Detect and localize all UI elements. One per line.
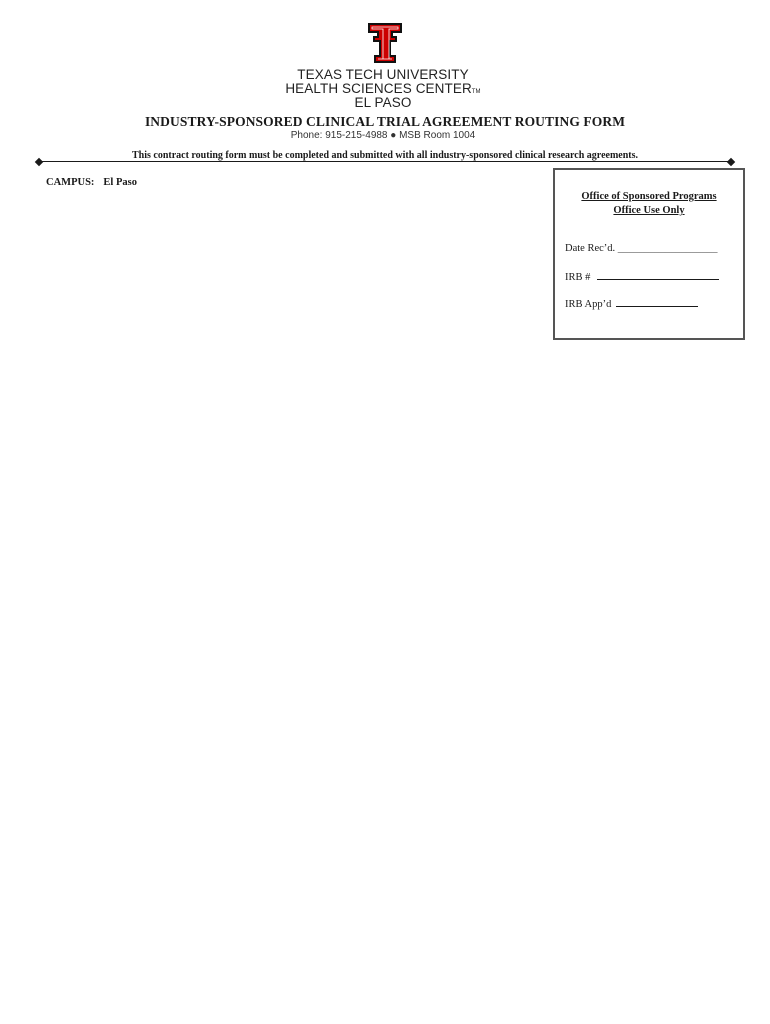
office-heading-line-1: Office of Sponsored Programs: [581, 191, 717, 202]
campus-field: [46, 177, 137, 188]
institution-line-3: EL PASO: [354, 95, 412, 110]
office-heading-line-2: Office Use Only: [613, 205, 685, 216]
routing-notice: This contract routing form must be completed and submitted with all industry-sponsored clinical research agreements.: [131, 150, 638, 161]
trademark-mark: TM: [471, 89, 481, 95]
logo: [0, 22, 770, 64]
campus-label: CAMPUS:: [46, 177, 95, 188]
irb-approved-field: [565, 299, 698, 310]
office-use-heading: [555, 190, 743, 218]
date-received-field: [565, 243, 718, 254]
date-received-blank[interactable]: ___________________: [617, 243, 718, 254]
irb-number-label: IRB #: [565, 272, 591, 283]
date-received-label: Date Rec’d.: [565, 243, 616, 254]
institution-line-2: HEALTH SCIENCES CENTERTM: [285, 81, 481, 96]
irb-number-field: [565, 272, 719, 283]
campus-value[interactable]: El Paso: [103, 177, 137, 188]
header-divider: [40, 161, 732, 162]
irb-approved-blank[interactable]: [616, 305, 698, 307]
double-t-logo-icon: [367, 22, 403, 64]
form-title: INDUSTRY-SPONSORED CLINICAL TRIAL AGREEMENT ROUTING FORM: [144, 114, 626, 129]
institution-line-1: TEXAS TECH UNIVERSITY: [297, 67, 469, 82]
irb-number-blank[interactable]: [597, 278, 719, 280]
irb-approved-label: IRB App’d: [565, 299, 612, 310]
office-use-box: [553, 168, 745, 340]
contact-info: Phone: 915-215-4988 ● MSB Room 1004: [290, 130, 476, 141]
